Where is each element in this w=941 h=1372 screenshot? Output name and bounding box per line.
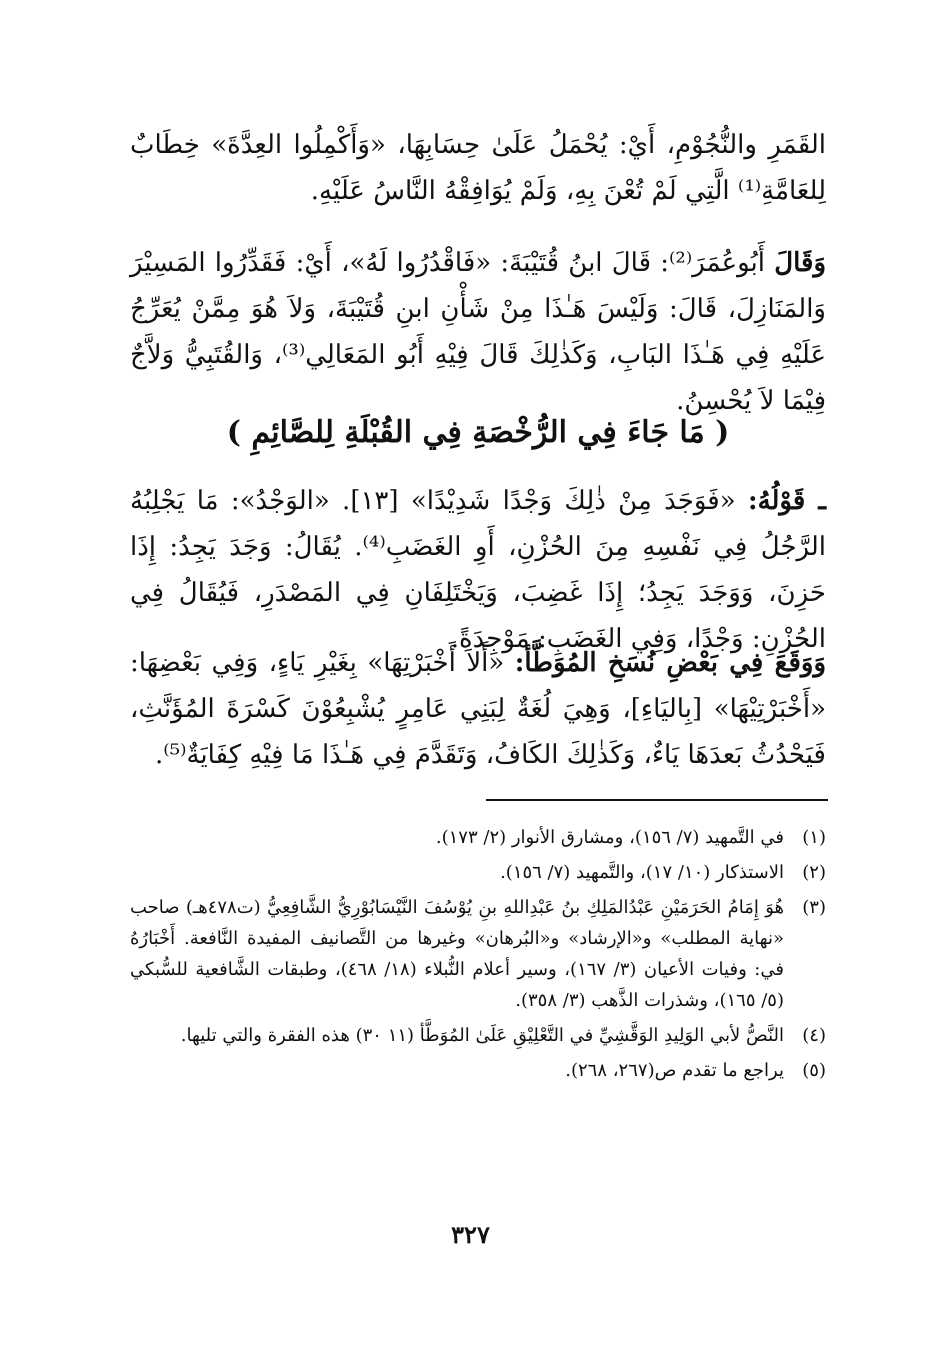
paragraph-3-text: «فَوَجَدَ مِنْ ذٰلِكَ وَجْدًا شَدِيْدًا» [١٣]. «الوَجْدُ»: مَا يَجْلِبُهُ الرَّجُلُ فِي نَفْسِهِ مِنَ الحُزْنِ، أَوِ الغَضَبِ⁽⁴⁾. يُقَالُ: وَجَدَ يَجِدُ: إِذَا حَزِنَ، وَوَجَدَ يَجِدُ؛ إِذَا غَضِبَ، وَيَخْتَلِفَانِ فِي المَصْدَرِ، فَيُقَالُ فِي الحُزْنِ: وَجْدًا، وَفِي الغَضَبِ: مَوْجِدَةً. [130, 486, 827, 654]
footnote-4 [130, 1020, 826, 1051]
footnote-5 [130, 1055, 826, 1086]
section-heading: ( مَا جَاءَ فِي الرُّخْصَةِ فِي القُبْلَةِ لِلصَّائِمِ ) [226, 415, 730, 450]
paragraph-2-lead: وَقَالَ [774, 248, 827, 278]
footnote-text: النَّصُّ لأبي الوَلِيدِ الوَقَّشِيِّ في التَّعْلِيْقِ عَلَىٰ المُوَطَّأ (١١ ٣٠) هذه الفقرة والتي تليها. [180, 1025, 784, 1046]
footnote-2 [130, 857, 826, 888]
paragraph-1-text: القَمَرِ والنُّجُوْمِ، أَيْ: يُحْمَلُ عَلَىٰ حِسَابِهَا، «وَأَكْمِلُوا العِدَّةَ» خِطَابٌ لِلعَامَّةِ⁽¹⁾ الَّتِي لَمْ تُعْنَ بِهِ، وَلَمْ يُوَافِقْهُ النَّاسُ عَلَيْهِ. [130, 130, 826, 206]
footnote-number: (٤) [802, 1025, 826, 1046]
footnote-number: (١) [802, 827, 826, 848]
paragraph-4 [130, 640, 826, 778]
paragraph-4-lead: وَوَقَعَ فِي بَعْضِ نُسَخِ المُوَطَّأ: [514, 648, 826, 678]
footnote-text: هُوَ إِمَامُ الحَرَمَيْنِ عَبْدُالمَلِكِ بنُ عَبْدِاللهِ بنِ يُوْسُفَ النَّيْسَابُوْرِيُّ الشَّافِعِيُّ (ت٤٧٨هـ) صاحب «نهاية المطلب» و«الإرشاد» و«البُرهان» وغيرها من التَّصانيف المفيدة النَّافعة. أَخْبَارُهُ في: وفيات الأعيان (٣/ ١٦٧)، وسير أعلام النُّبلاء (١٨/ ٤٦٨)، وطبقات الشَّافعية للسُّبكي (٥/ ١٦٥)، وشذرات الذَّهب (٣/ ٣٥٨). [130, 897, 784, 1011]
paragraph-2 [130, 240, 826, 424]
footnote-number: (٥) [802, 1060, 826, 1081]
footnote-separator [486, 799, 828, 801]
paragraph-3 [130, 478, 826, 662]
footnote-text: في التَّمهيد (٧/ ١٥٦)، ومشارق الأنوار (٢/ ١٧٣). [435, 827, 784, 848]
footnote-text: الاستذكار (١٠/ ١٧)، والتَّمهيد (٧/ ١٥٦). [500, 862, 784, 883]
footnote-number: (٣) [802, 897, 826, 918]
paragraph-3-lead: ـ قَوْلُهُ: [747, 486, 826, 516]
footnote-text: يراجع ما تقدم ص(٢٦٧، ٢٦٨). [565, 1060, 784, 1081]
paragraph-2-text: أَبُوعُمَرَ⁽²⁾: قَالَ ابنُ قُتَيْبَةَ: «فَاقْدُرُوا لَهُ»، أَيْ: فَقَدِّرُوا المَسِيْرَ وَالمَنَازِلَ، قَالَ: وَلَيْسَ هَـٰذَا مِنْ شَأْنِ ابنِ قُتَيْبَةَ، وَلاَ هُوَ مِمَّنْ يُعَرِّجُ عَلَيْهِ فِي هَـٰذَا البَابِ، وَكَذٰلِكَ قَالَ فِيْهِ أَبُو المَعَالِي⁽³⁾، وَالقُتَبِيُّ وَلاَّجٌ فِيْمَا لاَ يُحْسِنُ. [130, 248, 826, 416]
paragraph-4-text: «أَلاَ أَخْبَرْتِهَا» بِغَيْرِ يَاءٍ، وَفِي بَعْضِهَا: «أَخْبَرْتِيْهَا» [بِاليَاءِ]، وَهِيَ لُغَةٌ لِبَنِي عَامِرٍ يُشْبِعُوْنَ كَسْرَةَ المُؤَنَّثِ، فَيَحْدُثُ بَعدَهَا يَاءٌ، وَكَذٰلِكَ الكَافُ، وَتَقَدَّمَ فِي هَـٰذَا مَا فِيْهِ كِفَايَةٌ⁽⁵⁾. [130, 648, 826, 770]
footnotes [130, 822, 826, 1090]
footnote-3 [130, 892, 826, 1016]
footnote-1 [130, 822, 826, 853]
footnote-number: (٢) [802, 862, 826, 883]
page-number: ٣٢٧ [451, 1220, 490, 1249]
paragraph-1 [130, 122, 826, 214]
